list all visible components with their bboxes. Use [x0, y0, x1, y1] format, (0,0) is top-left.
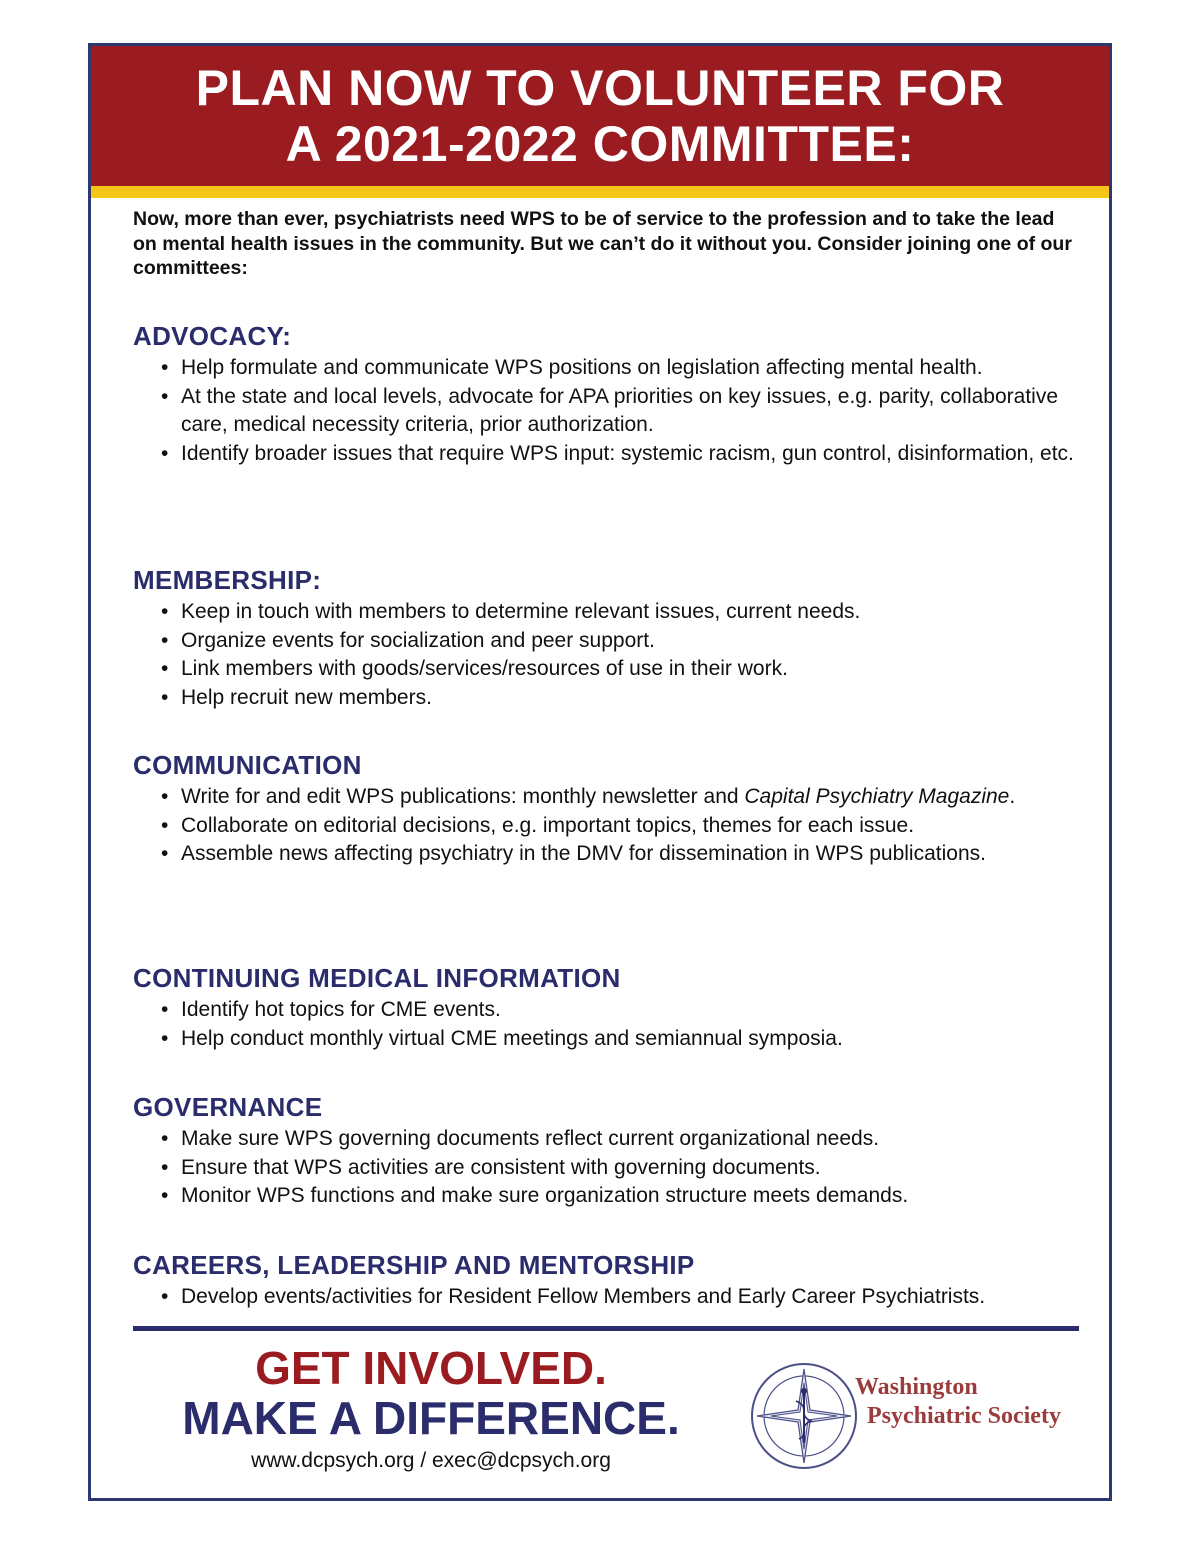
bullet-list [133, 354, 1083, 468]
magazine-title: Capital Psychiatry Magazine [744, 785, 1010, 808]
banner-title-line2: A 2021-2022 COMMITTEE: [285, 116, 915, 172]
section-title: GOVERNANCE [133, 1092, 323, 1122]
intro-paragraph: Now, more than ever, psychiatrists need WPS to be of service to the profession and to take the lead on mental health issues in the community. But we can’t do it without you. Consider joining one of our committees: [133, 208, 1072, 279]
list-item: • Help conduct monthly virtual CME meetings and semiannual symposia. [181, 1025, 1083, 1054]
header-banner [91, 46, 1109, 186]
bullet-list [133, 996, 1083, 1053]
footer-divider [133, 1326, 1079, 1331]
banner-title-line1: PLAN NOW TO VOLUNTEER FOR [195, 60, 1005, 116]
list-item: • Help recruit new members. [181, 684, 1083, 713]
section-title: COMMUNICATION [133, 750, 362, 780]
gold-divider [91, 186, 1109, 198]
section-cme [133, 962, 1083, 1053]
list-item: • Link members with goods/services/resources of use in their work. [181, 655, 1083, 684]
section-title: CONTINUING MEDICAL INFORMATION [133, 963, 621, 993]
list-item: • Monitor WPS functions and make sure organization structure meets demands. [181, 1182, 1083, 1211]
item-text: . [1009, 785, 1016, 808]
section-membership [133, 564, 1083, 712]
bullet-list [133, 1125, 1083, 1211]
item-text: Write for and edit WPS publications: monthly newsletter and [181, 785, 745, 808]
list-item: • Ensure that WPS activities are consistent with governing documents. [181, 1154, 1083, 1183]
section-title: MEMBERSHIP: [133, 565, 322, 595]
section-advocacy [133, 320, 1083, 468]
list-item: • Assemble news affecting psychiatry in the DMV for dissemination in WPS publications. [181, 840, 1083, 869]
call-to-action [111, 1344, 751, 1476]
list-item: • Collaborate on editorial decisions, e.g. important topics, themes for each issue. [181, 812, 1083, 841]
list-item: • Keep in touch with members to determine relevant issues, current needs. [181, 598, 1083, 627]
bullet-list [133, 1283, 1083, 1312]
flyer-frame [88, 43, 1112, 1501]
org-name-line1: Washington [855, 1374, 978, 1400]
cta-get-involved: GET INVOLVED. [255, 1342, 607, 1394]
org-name [855, 1373, 1061, 1431]
seal-icon [749, 1361, 859, 1471]
list-item: • Organize events for socialization and peer support. [181, 627, 1083, 656]
wps-logo [749, 1361, 1089, 1471]
list-item: • Make sure WPS governing documents reflect current organizational needs. [181, 1125, 1083, 1154]
list-item: • Identify broader issues that require WPS input: systemic racism, gun control, disinformation, etc. [181, 440, 1083, 469]
bullet-list [133, 783, 1083, 869]
list-item: • At the state and local levels, advocate for APA priorities on key issues, e.g. parity, collaborative care, medical necessity criteria, prior authorization. [181, 383, 1083, 440]
section-title: CAREERS, LEADERSHIP AND MENTORSHIP [133, 1250, 695, 1280]
list-item [181, 783, 1083, 812]
section-title: ADVOCACY: [133, 321, 292, 351]
list-item: • Develop events/activities for Resident Fellow Members and Early Career Psychiatrists. [181, 1283, 1083, 1312]
cta-make-difference: MAKE A DIFFERENCE. [182, 1392, 680, 1444]
list-item: • Identify hot topics for CME events. [181, 996, 1083, 1025]
list-item: • Help formulate and communicate WPS positions on legislation affecting mental health. [181, 354, 1083, 383]
section-governance [133, 1091, 1083, 1211]
section-careers [133, 1249, 1083, 1312]
org-name-line2: Psychiatric Society [867, 1403, 1061, 1429]
section-communication [133, 749, 1083, 869]
bullet-list [133, 598, 1083, 712]
contact-info: www.dcpsych.org / exec@dcpsych.org [251, 1449, 611, 1472]
